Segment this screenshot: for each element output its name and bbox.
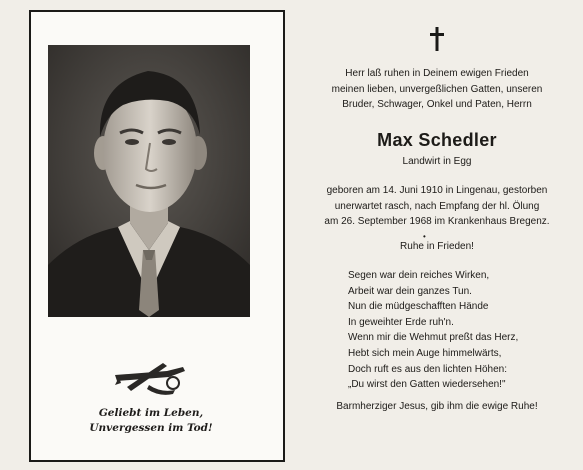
intro-line-2: meinen lieben, unvergeßlichen Gatten, unseren (331, 83, 543, 95)
deceased-name: Max Schedler (377, 130, 497, 150)
motto-line-2: Unvergessen im Tod! (89, 422, 213, 434)
bio-line-1: geboren am 14. Juni 1910 in Lingenau, gestorben (326, 185, 548, 196)
intro-line-3: Bruder, Schwager, Onkel und Paten, Herrn (342, 99, 532, 110)
poem-line: Segen war dein reiches Wirken, (348, 270, 490, 281)
poem-line: In geweihter Erde ruh'n. (348, 316, 454, 328)
poem-line: Nun die müdgeschafften Hände (348, 301, 489, 313)
poem-line: Doch ruft es aus den lichten Höhen: (348, 363, 507, 375)
cross-icon (429, 27, 445, 51)
rest-in-peace: Ruhe in Frieden! (400, 241, 474, 252)
divider-dot: • (423, 232, 426, 241)
life-dates (292, 183, 582, 230)
poem-line: „Du wirst den Gatten wiedersehen!" (348, 379, 506, 391)
occupation: Landwirt in Egg (402, 156, 472, 167)
portrait-photo (48, 45, 250, 317)
poem-line: Arbeit war dein ganzes Tun. (348, 285, 472, 297)
cross-emblem-icon (109, 357, 189, 397)
closing-prayer: Barmherziger Jesus, gib ihm die ewige Ruhe! (336, 401, 538, 412)
poem-line: Wenn mir die Wehmut preßt das Herz, (348, 332, 519, 344)
motto-text (61, 406, 241, 436)
poem-line: Hebt sich mein Auge himmelwärts, (348, 347, 502, 359)
photo-panel (29, 10, 285, 462)
intro-line-1: Herr laß ruhen in Deinem ewigen Frieden (345, 68, 529, 79)
memorial-poem (348, 268, 578, 393)
bio-line-2: unerwartet rasch, nach Empfang der hl. Ölung (334, 200, 540, 212)
bio-line-3: am 26. September 1968 im Krankenhaus Bregenz. (324, 216, 550, 227)
intro-prayer (292, 66, 582, 113)
motto-line-1: Geliebt im Leben, (98, 407, 204, 419)
obituary-text-column (292, 0, 583, 470)
